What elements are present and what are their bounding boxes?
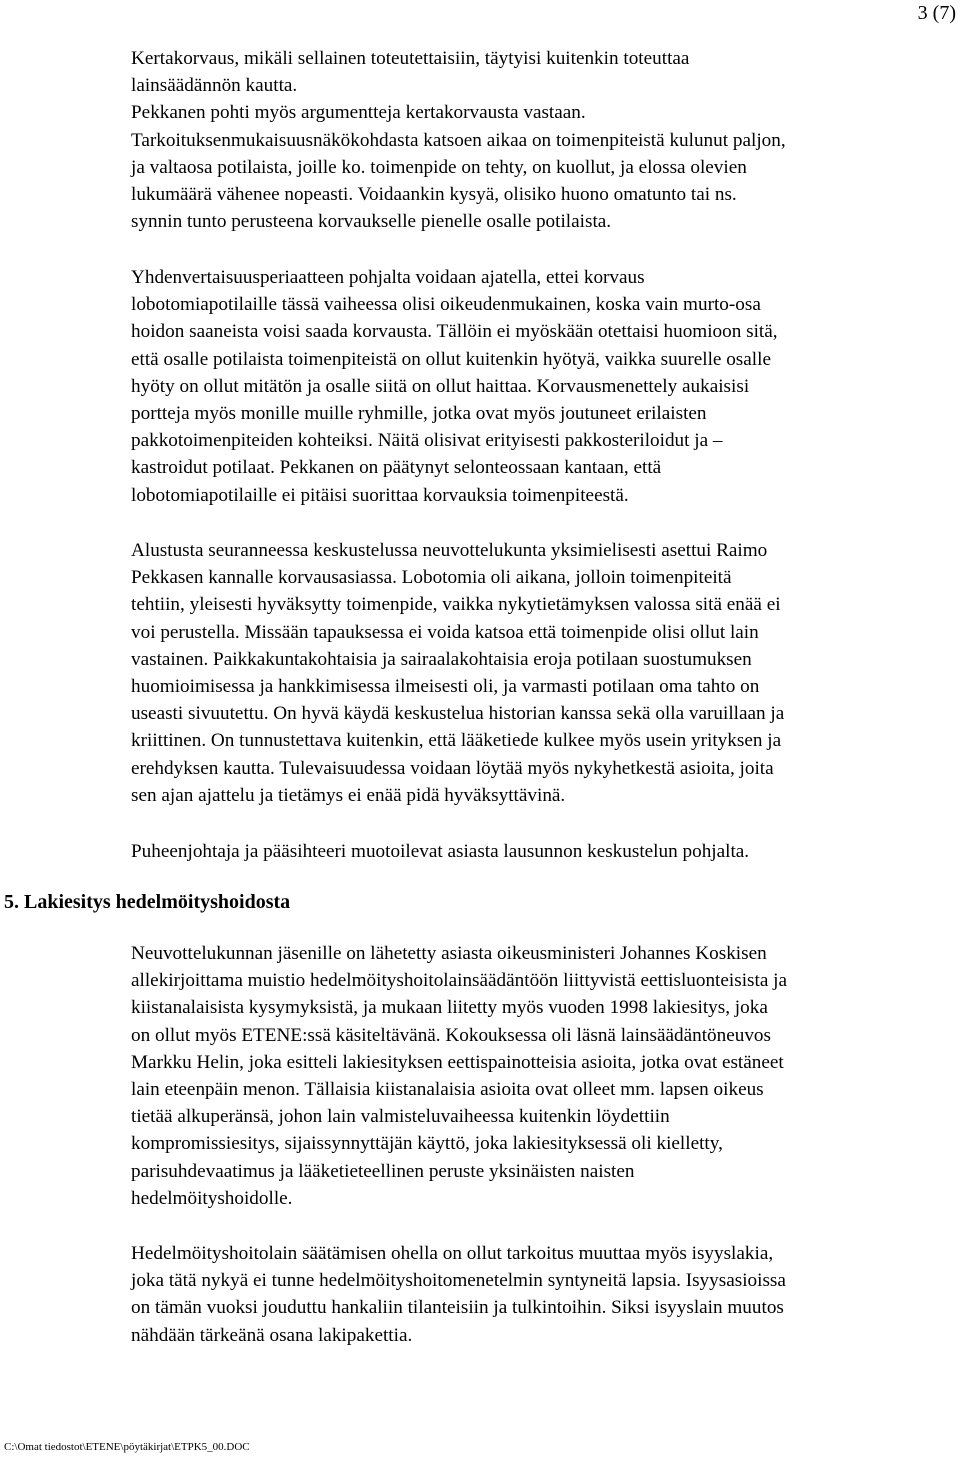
text-line: Pekkanen pohti myös argumentteja kertakorvausta vastaan. (131, 102, 586, 124)
text-line: että osalle potilaista toimenpiteistä on ollut kuitenkin hyötyä, vaikka suurelle osalle (131, 348, 771, 370)
text-line: lain eteenpäin menon. Tällaisia kiistanalaisia asioita ovat olleet mm. lapsen oikeus (131, 1079, 764, 1101)
text-line: kastroidut potilaat. Pekkanen on päätynyt selonteossaan kantaan, että (131, 457, 662, 479)
text-line: vastainen. Paikkakuntakohtaisia ja sairaalakohtaisia eroja potilaan suostumuksen (131, 648, 752, 670)
paragraph-alustusta (131, 537, 951, 809)
text-line: allekirjoittama muistio hedelmöityshoitolainsäädäntöön liittyvistä eettisluonteisista ja (131, 970, 787, 992)
text-line: Markku Helin, joka esitteli lakiesityksen eettispainotteisia asioita, jotka ovat estäneet (131, 1051, 784, 1073)
text-line: on tämän vuoksi jouduttu hankaliin tilanteisiin ja tulkintoihin. Siksi isyyslain muutos (131, 1297, 784, 1319)
text-line: Pekkasen kannalle korvausasiassa. Lobotomia oli aikana, jolloin toimenpiteitä (131, 567, 732, 589)
text-line: Hedelmöityshoitolain säätämisen ohella on ollut tarkoitus muuttaa myös isyyslakia, (131, 1243, 774, 1264)
text-line: useasti sivuutettu. On hyvä käydä keskustelua historian kanssa sekä olla varuillaan ja (131, 703, 785, 725)
text-line: lukumäärä vähenee nopeasti. Voidaankin kysyä, olisiko huono omatunto tai ns. (131, 184, 737, 206)
text-line: pakkotoimenpiteiden kohteiksi. Näitä olisivat erityisesti pakkosteriloidut ja – (131, 430, 723, 452)
text-line: Alustusta seuranneessa keskustelussa neuvottelukunta yksimielisesti asettui Raimo (131, 540, 768, 561)
text-line: lobotomiapotilaille tässä vaiheessa olisi oikeudenmukainen, koska vain murto-osa (131, 294, 761, 316)
paragraph-neuvottelukunnan (131, 940, 951, 1212)
text-line: lobotomiapotilaille ei pitäisi suorittaa korvauksia toimenpiteestä. (131, 484, 629, 506)
text-line: lainsäädännön kautta. (131, 75, 298, 97)
text-line: erehdyksen kautta. Tulevaisuudessa voidaan löytää myös nykyhetkestä asioita, joita (131, 757, 774, 779)
text-line: kriittinen. On tunnustettava kuitenkin, että lääketiede kulkee myös usein yrityksen ja (131, 730, 782, 752)
text-line: synnin tunto perusteena korvaukselle pienelle osalle potilaista. (131, 211, 612, 233)
text-line: tehtiin, yleisesti hyväksytty toimenpide, vaikka nykytietämyksen valossa sitä enää ei (131, 594, 781, 616)
paragraph-hedelmoityshoitolain (131, 1240, 951, 1349)
text-line: joka tätä nykyä ei tunne hedelmöityshoitomenetelmin syntyneitä lapsia. Isyysasioissa (131, 1270, 786, 1292)
text-line: ja valtaosa potilaista, joille ko. toimenpide on tehty, on kuollut, ja elossa olevien (131, 156, 747, 178)
text-line: Puheenjohtaja ja pääsihteeri muotoilevat asiasta lausunnon keskustelun pohjalta. (131, 841, 750, 862)
text-line: on ollut myös ETENE:ssä käsiteltävänä. Kokouksessa oli läsnä lainsäädäntöneuvos (131, 1024, 771, 1046)
text-line: huomioimisessa ja hankkimisessa ilmeisesti oli, ja varmasti potilaan oma tahto on (131, 676, 760, 698)
text-line: tietää alkuperänsä, johon lain valmisteluvaiheessa kuitenkin löydettiin (131, 1106, 670, 1128)
text-line: Kertakorvaus, mikäli sellainen toteutettaisiin, täytyisi kuitenkin toteuttaa (131, 48, 690, 69)
paragraph-puheenjohtaja (131, 838, 951, 865)
paragraph-yhdenvertaisuus (131, 264, 951, 509)
text-line: kiistanalaisista kysymyksistä, ja mukaan liitetty myös vuoden 1998 lakiesitys, joka (131, 997, 768, 1019)
text-line: portteja myös monille muille ryhmille, jotka ovat myös joutuneet erilaisten (131, 403, 707, 425)
text-line: parisuhdevaatimus ja lääketieteellinen peruste yksinäisten naisten (131, 1160, 635, 1182)
text-line: Yhdenvertaisuusperiaatteen pohjalta voidaan ajatella, ettei korvaus (131, 267, 645, 288)
paragraph-kertakorvaus (131, 45, 951, 235)
text-line: hoidon saaneista voisi saada korvausta. Tällöin ei myöskään otettaisi huomioon sitä, (131, 321, 778, 343)
page-number: 3 (7) (917, 2, 956, 24)
text-line: Neuvottelukunnan jäsenille on lähetetty asiasta oikeusministeri Johannes Koskisen (131, 943, 767, 964)
text-line: sen ajan ajattelu ja tietämys ei enää pidä hyväksyttävinä. (131, 784, 566, 806)
text-line: nähdään tärkeänä osana lakipakettia. (131, 1324, 413, 1346)
footer-file-path: C:\Omat tiedostot\ETENE\pöytäkirjat\ETPK5_00.DOC (4, 1441, 250, 1453)
text-line: Tarkoituksenmukaisuusnäkökohdasta katsoen aikaa on toimenpiteistä kulunut paljon, (131, 129, 786, 151)
text-line: hyöty on ollut mitätön ja osalle siitä on ollut haittaa. Korvausmenettely aukaisisi (131, 375, 750, 397)
text-line: hedelmöityshoidolle. (131, 1187, 293, 1209)
text-line: voi perustella. Missään tapauksessa ei voida katsoa että toimenpide olisi ollut lain (131, 621, 759, 643)
text-line: kompromissiesitys, sijaissynnyttäjän käyttö, joka lakiesityksessä oli kielletty, (131, 1133, 723, 1155)
section-heading: 5. Lakiesitys hedelmöityshoidosta (4, 891, 291, 913)
